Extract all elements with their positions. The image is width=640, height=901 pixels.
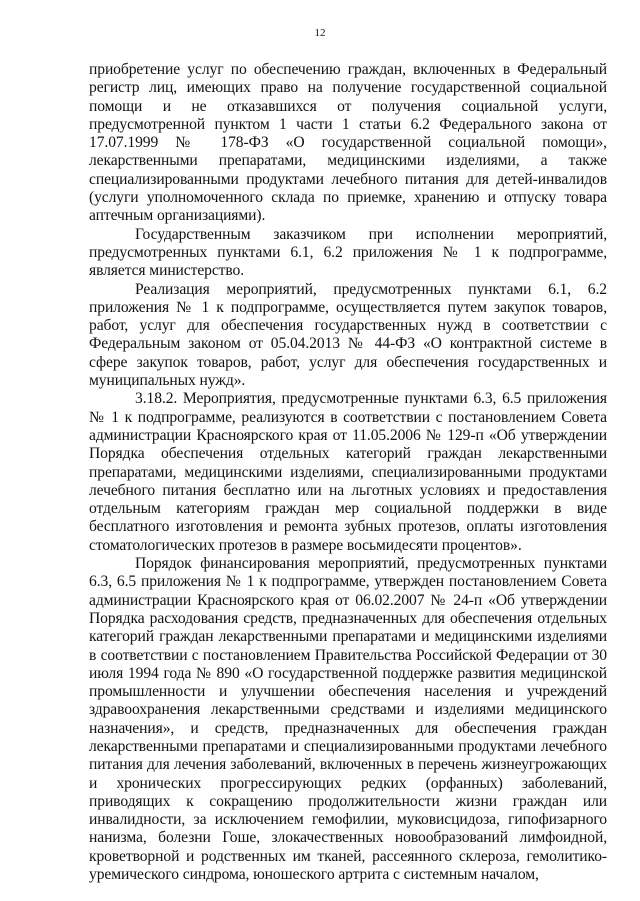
- paragraph-state-customer: Государственным заказчиком при исполнении мероприятий, предусмотренных пунктами 6.1, 6.2 приложения № 1 к подпрограмме, является министерство.: [89, 225, 607, 280]
- page-number: 12: [314, 27, 326, 39]
- paragraph-financing-procedure: Порядок финансирования мероприятий, предусмотренных пунктами 6.3, 6.5 приложения № 1 к подпрограмме, утвержден постановлением Совета администрации Красноярского края от 06.02.2007 № 24-п «Об утверждении Порядка расходования средств, предназначенных для обеспечения отдельных категорий граждан лекарственными препаратами и медицинскими изделиями в соответствии с постановлением Правительства Российской Федерации от 30 июля 1994 года № 890 «О государственной поддержке развития медицинской промышленности и улучшении обеспечения населения и учреждений здравоохранения лекарственными средствами и изделиями медицинского назначения», и средств, предназначенных для обеспечения граждан лекарственными препаратами и специализированными продуктами лечебного питания для лечения заболеваний, включенных в перечень жизнеугрожающих и хронических прогрессирующих редких (орфанных) заболеваний, приводящих к сокращению продолжительности жизни граждан или инвалидности, за исключением гемофилии, муковисцидоза, гипофизарного нанизма, болезни Гоше, злокачественных новообразований лимфоидной, кроветворной и родственных им тканей, рассеянного склероза, гемолитико-уремического синдрома, юношеского артрита с системным началом,: [89, 555, 607, 884]
- document-body: [89, 61, 607, 884]
- paragraph-implementation: Реализация мероприятий, предусмотренных пунктами 6.1, 6.2 приложения № 1 к подпрограмме, осуществляется путем закупок товаров, работ, услуг для обеспечения государственных нужд в соответствии с Федеральным законом от 05.04.2013 № 44-ФЗ «О контрактной системе в сфере закупок товаров, работ, услуг для обеспечения государственных и муниципальных нужд».: [89, 280, 607, 390]
- paragraph-section-3-18-2: 3.18.2. Мероприятия, предусмотренные пунктами 6.3, 6.5 приложения № 1 к подпрограмме, реализуются в соответствии с постановлением Совета администрации Красноярского края от 11.05.2006 № 129-п «Об утверждении Порядка обеспечения отдельных категорий граждан лекарственными препаратами, медицинскими изделиями, специализированными продуктами лечебного питания бесплатно или на льготных условиях и предоставления отдельным категориям граждан мер социальной поддержки в виде бесплатного изготовления и ремонта зубных протезов, оплаты изготовления стоматологических протезов в размере восьмидесяти процентов».: [89, 390, 607, 554]
- paragraph-continued-list: приобретение услуг по обеспечению граждан, включенных в Федеральный регистр лиц, имеющих право на получение государственной социальной помощи и не отказавшихся от получения социальной услуги, предусмотренной пунктом 1 части 1 статьи 6.2 Федерального закона от 17.07.1999 № 178-ФЗ «О государственной социальной помощи», лекарственными препаратами, медицинскими изделиями, а также специализированными продуктами лечебного питания для детей-инвалидов (услуги уполномоченного склада по приемке, хранению и отпуску товара аптечным организациями).: [89, 61, 607, 225]
